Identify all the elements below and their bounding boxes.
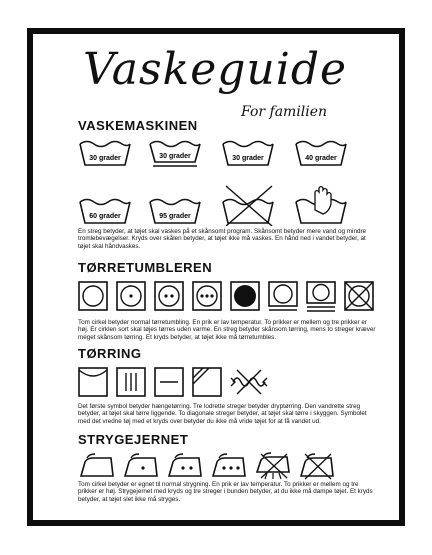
wash-temp-label: 30 grader (159, 153, 191, 160)
ironing-text: Tom cirkel betyder er egnet til normal strygning. En prik er lav temperatur. To prikker er mellem og tre prikker er høj. Strygejernet med kryds og tre streger i bunden betyder, at du ikke må dampe tøjet. Et kryds betyder, at tøjet slet ikke må stryges. (78, 481, 373, 503)
washing-text: En streg betyder, at tøjet skal vaskes på et skånsomt program. Skånsomt betyder mere vand og mindre tromlebevægelser. Kryds over skålen betyder, at tøjet ikke må vaskes. En hånd ned i vandet betyder, at tøjet skal håndvaskes. (78, 228, 367, 250)
wash-tub-icon (80, 142, 130, 166)
washing-heading: VASKEMASKINEN (78, 118, 198, 133)
iron-medium-icon (169, 454, 201, 476)
dryer-text: Tom cirkel betyder normal tørretumbling. En prik er lav temperatur. To prikker er mellem og tre prikker er høj. Er cirklen sort skal tøjes tørres uden varme. En streg betyder skånsom tørring, mens to streger kræver meget skånsom tørring. Et kryds betyder, at tøjet ikke må tørretumbles. (78, 319, 376, 341)
poster-subtitle: For familien (241, 104, 328, 120)
do-not-wring-icon (231, 370, 267, 394)
drip-dry-icon (117, 368, 145, 396)
tumble-dry-low-icon (117, 282, 145, 310)
drying-text: Det første symbol betyder hængetørring. Tre lodrette streger betyder dryptørring. Den vandrette streg betyder, at tøjet skal tørre liggende. To diagonale streger betyder, at tøjet skal tørre i skyggen. Symbolet med det vredne tøj med et kryds over betyder du ikke må vride tøjet for at få vandet ud. (78, 403, 367, 425)
wash-tub-icon (296, 142, 346, 166)
poster-frame (27, 28, 405, 526)
hand-wash-icon (296, 187, 346, 224)
wash-temp-label: 95 grader (159, 213, 191, 220)
tumble-dry-no-heat-icon (231, 282, 259, 310)
ironing-heading: STRYGEJERNET (78, 432, 189, 447)
iron-low-icon (125, 454, 157, 476)
tumble-dry-gentle-icon (269, 282, 297, 310)
dryer-row (77, 280, 377, 314)
wash-tub-icon (150, 200, 200, 224)
wash-temp-label: 40 grader (305, 155, 337, 162)
wash-tub-icon (80, 200, 130, 224)
wash-tub-icon (223, 142, 273, 166)
poster-title: Vaskeguide (83, 44, 348, 95)
dry-flat-icon (155, 368, 183, 396)
iron-normal-icon (81, 454, 113, 476)
wash-tub-gentle-icon (150, 142, 200, 167)
tumble-dry-normal-icon (79, 282, 107, 310)
wash-row-1 (77, 134, 367, 168)
do-not-iron-icon (301, 454, 333, 479)
dry-in-shade-icon (193, 368, 221, 396)
tumble-dry-very-gentle-icon (307, 282, 335, 311)
do-not-tumble-dry-icon (345, 282, 373, 310)
line-dry-icon (79, 368, 107, 396)
drying-row (77, 366, 297, 400)
do-not-wash-icon (223, 186, 273, 226)
dryer-heading: TØRRETUMBLEREN (78, 260, 213, 275)
wash-temp-label: 30 grader (89, 155, 121, 162)
wash-temp-label: 60 grader (89, 213, 121, 220)
no-steam-icon (257, 453, 289, 479)
tumble-dry-medium-icon (155, 282, 183, 310)
wash-temp-label: 30 grader (232, 155, 264, 162)
drying-heading: TØRRING (78, 346, 142, 361)
wash-row-2 (77, 184, 367, 226)
ironing-row (77, 452, 377, 480)
tumble-dry-high-icon (193, 282, 221, 310)
iron-high-icon (213, 454, 245, 476)
